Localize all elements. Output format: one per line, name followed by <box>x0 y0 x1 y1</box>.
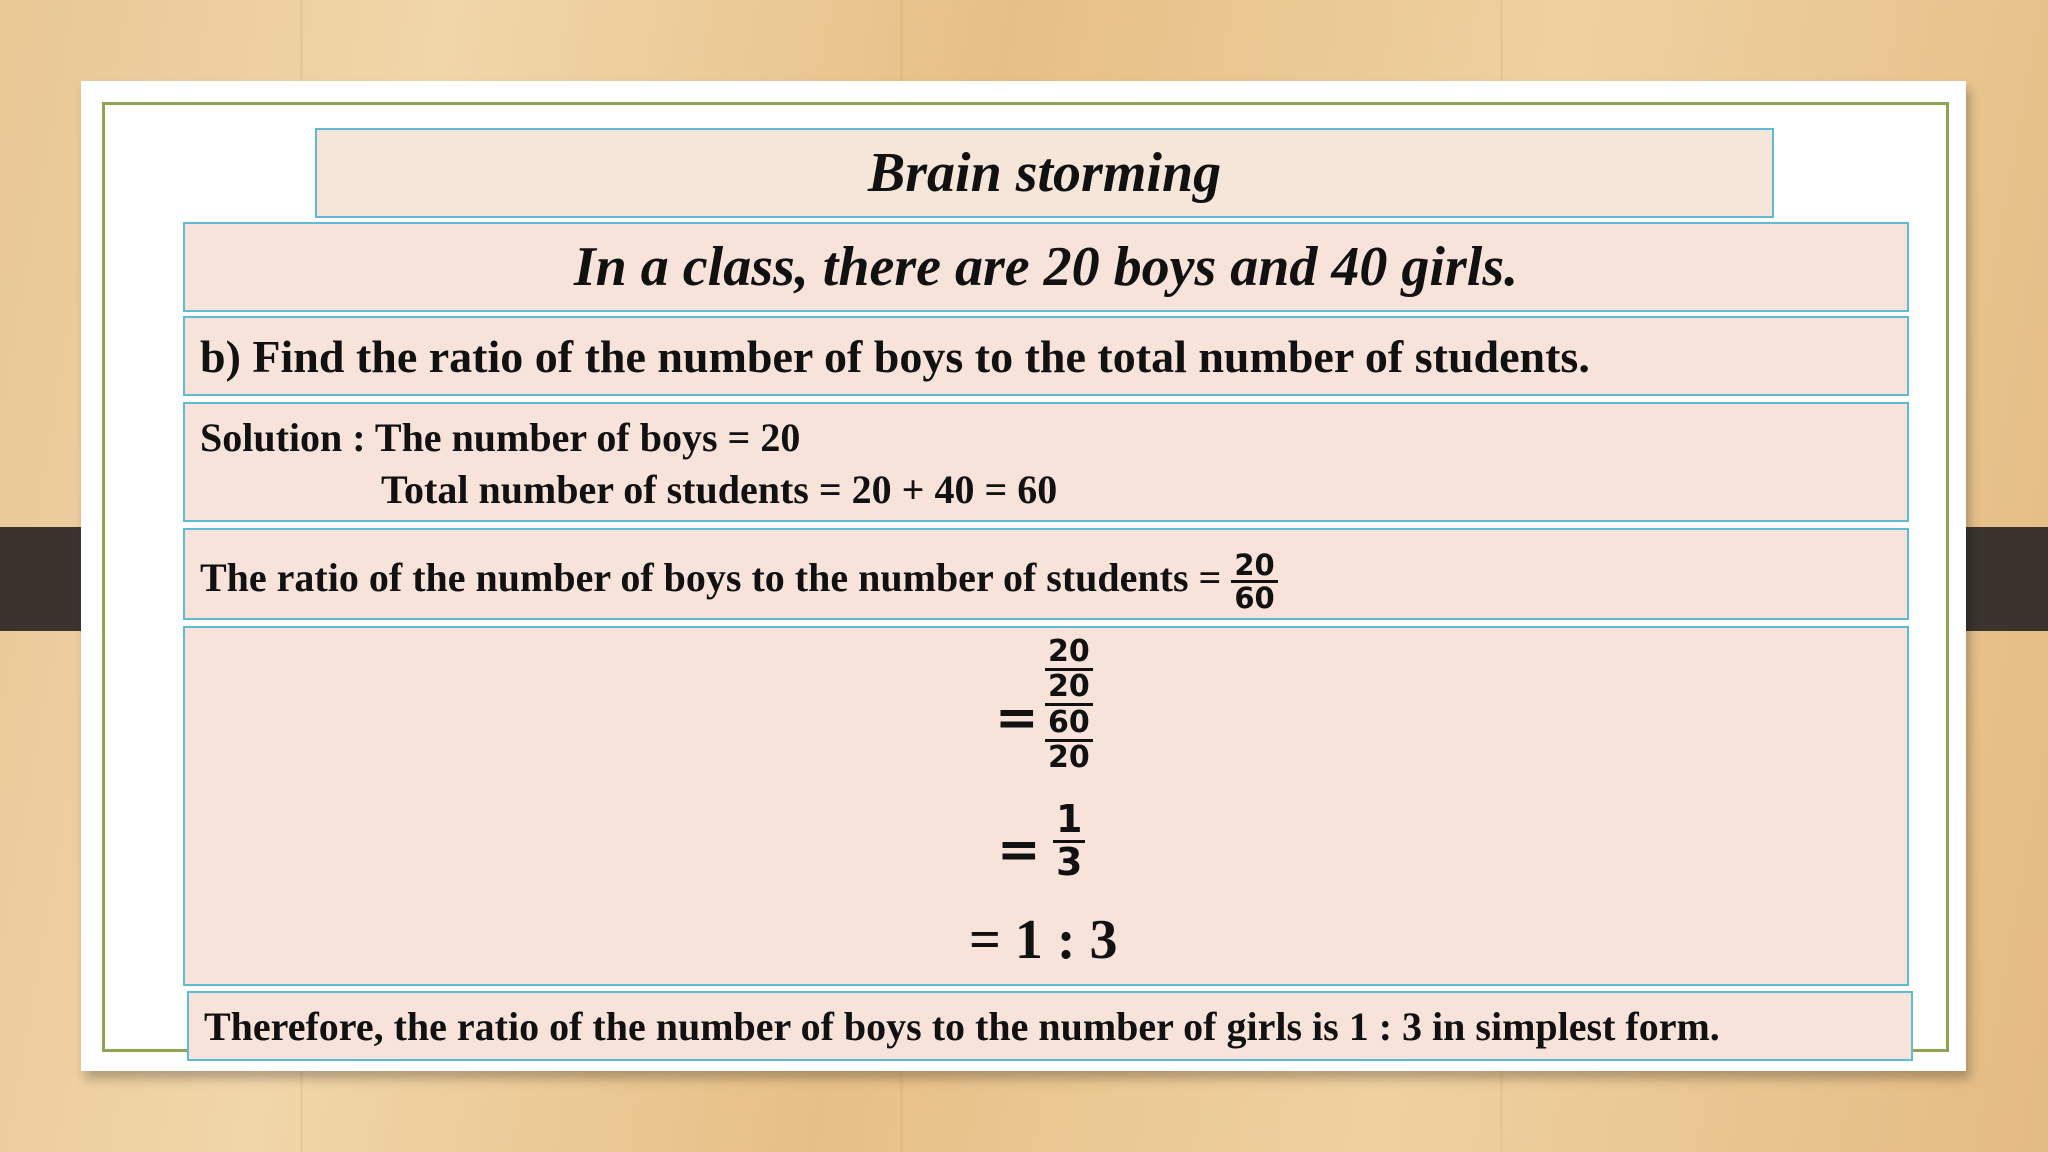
step2-fraction <box>1053 797 1085 884</box>
step1-bottom-fraction <box>1045 707 1093 773</box>
ratio-fraction <box>1231 550 1277 614</box>
ratio-box <box>183 528 1909 620</box>
slide-card <box>81 81 1966 1071</box>
step2-equals: = <box>997 820 1041 880</box>
slide-frame <box>102 102 1949 1052</box>
step1-top-num: 20 <box>1045 636 1093 671</box>
solution-box <box>183 402 1909 522</box>
step1-bottom-den: 20 <box>1048 739 1090 775</box>
step2-denominator: 3 <box>1056 839 1083 884</box>
working-box <box>183 626 1909 986</box>
solution-line-1: Solution : The number of boys = 20 <box>200 415 801 460</box>
given-box <box>183 222 1909 312</box>
ratio-denominator: 60 <box>1234 581 1275 616</box>
conclusion-box <box>187 991 1913 1061</box>
ratio-statement <box>200 550 1278 614</box>
step1-equals: = <box>995 688 1039 748</box>
step1-bottom-num: 60 <box>1045 707 1093 742</box>
given-statement: In a class, there are 20 boys and 40 girls. <box>573 236 1519 298</box>
solution-line-2: Total number of students = 20 + 40 = 60 <box>381 467 1058 512</box>
step3-ratio: = 1 : 3 <box>969 909 1118 971</box>
step2-numerator: 1 <box>1053 800 1085 843</box>
step1-complex-fraction <box>1045 636 1093 773</box>
question-box <box>183 316 1909 396</box>
step1-top-den: 20 <box>1048 668 1090 704</box>
step1-top-fraction <box>1045 636 1093 702</box>
ratio-numerator: 20 <box>1231 550 1277 583</box>
slide-title: Brain storming <box>867 142 1222 204</box>
question-text: b) Find the ratio of the number of boys to the total number of students. <box>200 330 1590 382</box>
conclusion-text: Therefore, the ratio of the number of boys to the number of girls is 1 : 3 in simplest form. <box>204 1003 1720 1049</box>
title-box <box>315 128 1774 218</box>
ratio-label: The ratio of the number of boys to the number of students = <box>200 555 1222 601</box>
